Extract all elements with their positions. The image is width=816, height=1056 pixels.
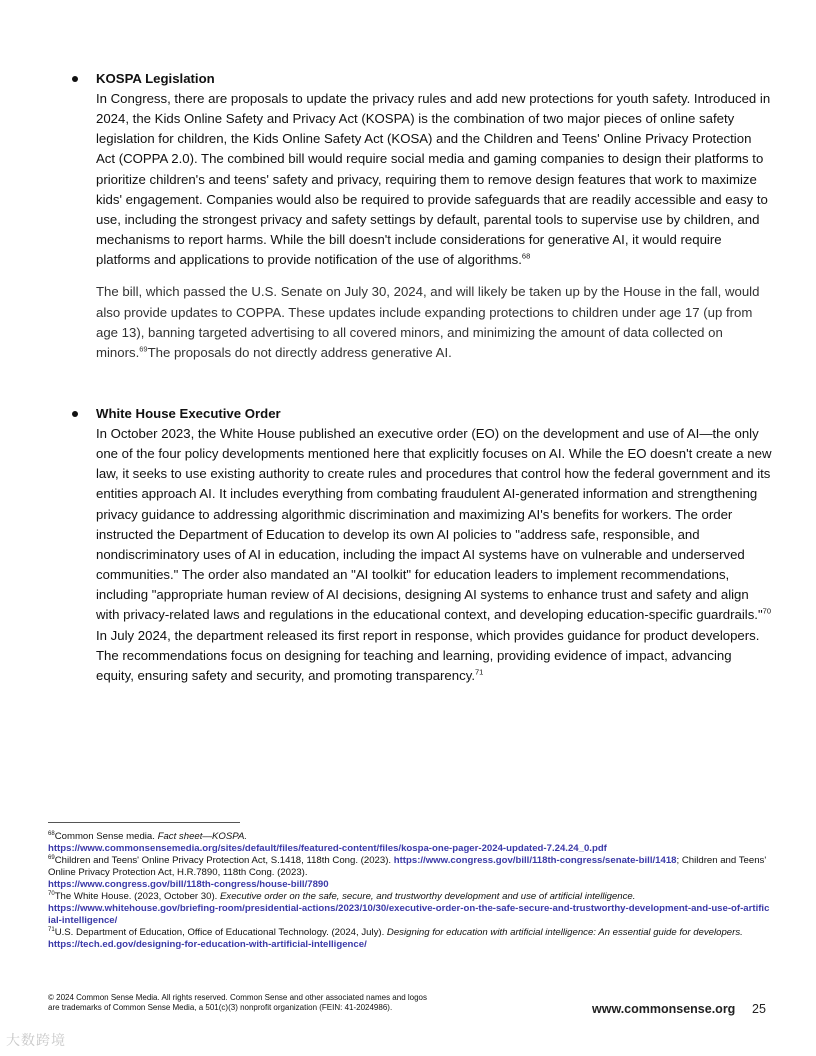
kospa-paragraph-2: The bill, which passed the U.S. Senate on July 30, 2024, and will likely be taken up by the House in the fall, would also provide updates to COPPA. These updates include expanding protections to children under age 17 (up from age 13), banning targeted advertising to all covered minors, and minimizing the amount of data collected on minors.$^{69}$The proposals do not directly address generative AI.: [96, 284, 760, 360]
footnote-ref-70[interactable]: 70: [762, 607, 771, 617]
footnote-68: $^{68}$Common Sense media. Fact sheet—KOSPA. https://www.commonsensemedia.org/sites/default/files/featured-content/files/kospa-one-pager-2024-updated-7.24.24_0.pdf: [48, 830, 607, 854]
kospa-heading: KOSPA Legislation: [96, 71, 215, 86]
bullet-icon: [72, 76, 78, 82]
footnote-68-link[interactable]: https://www.commonsensemedia.org/sites/default/files/featured-content/files/kospa-one-pager-2024-updated-7.24.24_0.pdf: [48, 843, 607, 854]
kospa-paragraph-1: In Congress, there are proposals to update the privacy rules and add new protections for youth safety. Introduced in 2024, the Kids Online Safety and Privacy Act (KOSPA) is the combination of two major pieces of online safety legislation for children, the Kids Online Safety Act (KOSA) and the Children and Teens' Online Privacy Protection Act (COPPA 2.0). The combined bill would require social media and gaming companies to design their platforms to prioritize children's and teens' safety and privacy, requiring them to remove design features that work to maximize kids' engagement. Companies would also be required to provide safeguards that are readily accessible and easy to use, including the strongest privacy and safety settings by default, parental tools to supervise use by children, and mechanisms to report harms. While the bill doesn't include considerations for generative AI, it would require platforms and applications to provide notification of the use of algorithms.$^{68}$: [96, 91, 771, 268]
footnote-71-link[interactable]: https://tech.ed.gov/designing-for-education-with-artificial-intelligence/: [48, 939, 367, 950]
footnote-divider: [48, 822, 240, 823]
kospa-section: [96, 69, 772, 363]
footnote-70: $^{70}$The White House. (2023, October 30). Executive order on the safe, secure, and trustworthy development and use of artificial intelligence. https://www.whitehouse.gov/briefing-room/presidential-actions/2023/10/30/executive-order-on-the-safe-secure-and-trustworthy-development-and-use-of-artificial-intelligence/: [48, 890, 770, 926]
footnote-69: $^{69}$Children and Teens' Online Privacy Protection Act, S.1418, 118th Cong. (2023). https://www.congress.gov/bill/118th-congress/senate-bill/1418; Children and Teens' Online Privacy Protection Act, H.R.7890, 118th Cong. (2023). https://www.congress.gov/bill/118th-congress/house-bill/7890: [48, 854, 767, 890]
footnote-ref-69[interactable]: 69: [139, 344, 148, 354]
footnote-69-link-1[interactable]: https://www.congress.gov/bill/118th-congress/senate-bill/1418: [393, 855, 677, 866]
legal-notice: © 2024 Common Sense Media. All rights reserved. Common Sense and other associated names and logos are trademarks of Common Sense Media, a 501(c)(3) nonprofit organization (FEIN: 41-2024986).: [48, 993, 427, 1012]
website-link[interactable]: www.commonsense.org: [592, 1002, 736, 1016]
footnote-69-link-2[interactable]: https://www.congress.gov/bill/118th-congress/house-bill/7890: [48, 879, 329, 890]
footnotes: [48, 831, 770, 951]
eo-section: [96, 404, 772, 686]
watermark-text: 大数跨境: [6, 1032, 66, 1048]
eo-heading: White House Executive Order: [96, 406, 281, 421]
footnote-ref-71[interactable]: 71: [474, 667, 484, 677]
page-number: 25: [752, 1002, 766, 1016]
footnote-ref-68[interactable]: 68: [521, 251, 531, 261]
eo-paragraph: In October 2023, the White House published an executive order (EO) on the development and use of AI—the only one of the four policy developments mentioned here that explicitly focuses on AI. While the EO doesn't create a new law, it seeks to use existing authority to create rules and procedures that control how the federal government and its entities approach AI. It includes everything from combating fraudulent AI-generated information and strengthening privacy guidance to addressing algorithmic discrimination and maximizing AI's benefits for workers. The order instructed the Department of Education to develop its own AI policies to "address safe, responsible, and nondiscriminatory uses of AI in education, including the impact AI systems have on vulnerable and underserved communities." The order also mandated an "AI toolkit" for education leaders to implement recommendations, including "appropriate human review of AI decisions, designing AI systems to enhance trust and safety and align with privacy-related laws and regulations in the educational context, and developing education-specific guardrails."$^{70}$ In July 2024, the department released its first report in response, which provides guidance for product developers. The recommendations focus on designing for teaching and learning, providing evidence of impact, advancing equity, ensuring safety and security, and promoting transparency.$^{71}$: [96, 426, 772, 683]
footnote-71: $^{71}$U.S. Department of Education, Office of Educational Technology. (2024, July). Designing for education with artificial intelligence: An essential guide for developers. https://tech.ed.gov/designing-for-education-with-artificial-intelligence/: [48, 926, 743, 950]
bullet-icon: [72, 411, 78, 417]
footnote-70-link[interactable]: https://www.whitehouse.gov/briefing-room/presidential-actions/2023/10/30/executive-order-on-the-safe-secure-and-trustworthy-development-and-use-of-artificial-intelligence/: [48, 903, 770, 926]
